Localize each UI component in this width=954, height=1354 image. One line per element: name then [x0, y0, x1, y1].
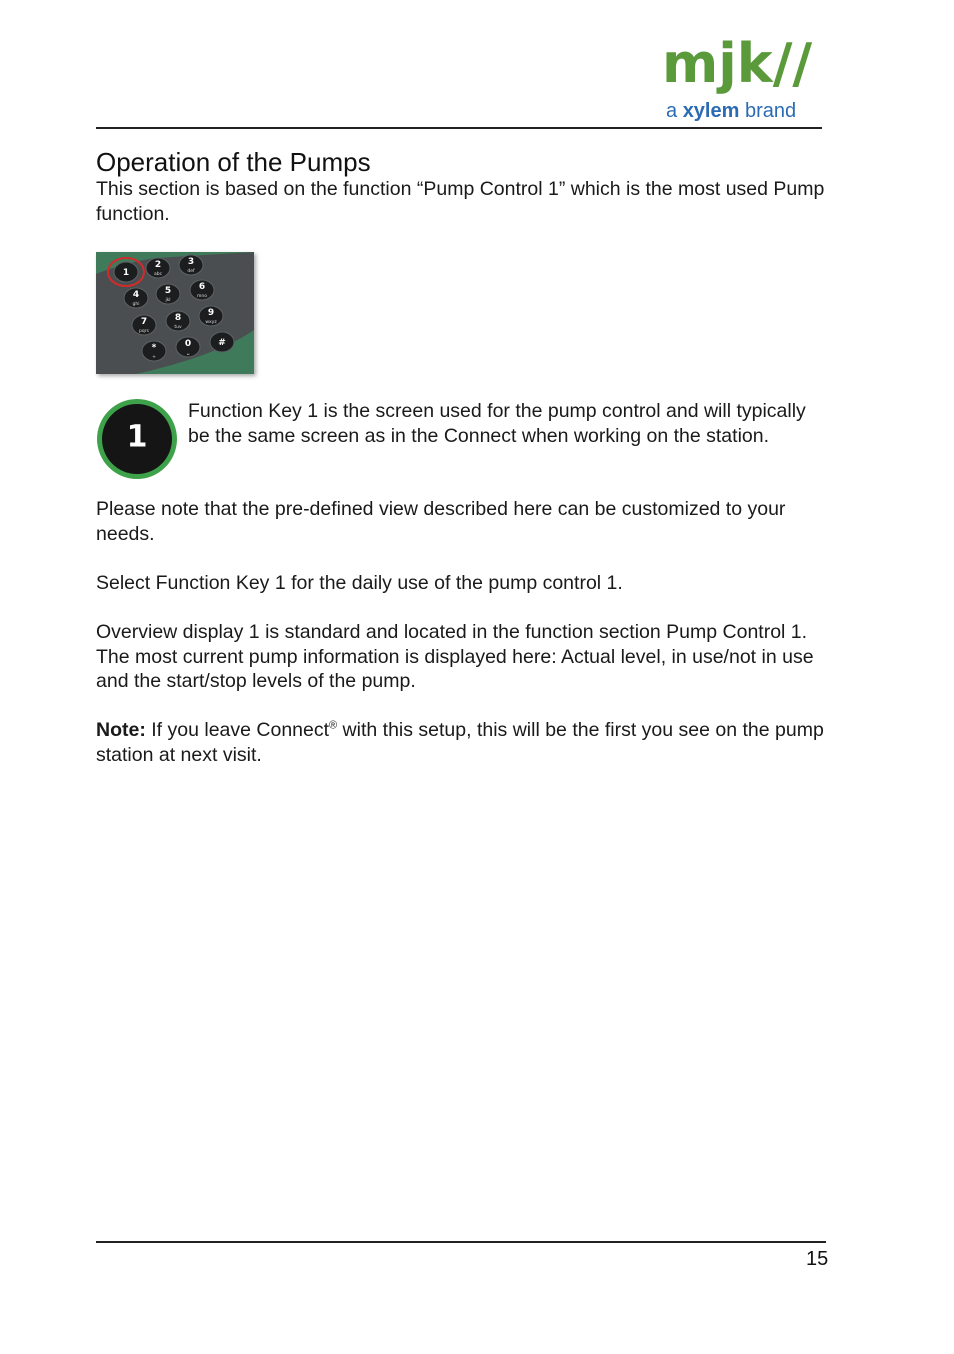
key-digit: 1: [122, 268, 130, 278]
tagline-suffix: brand: [739, 100, 797, 122]
keypad-key-star: [142, 341, 166, 361]
badge-label: 1: [126, 419, 148, 455]
keypad-key-2: [146, 258, 170, 278]
key-letters: def: [187, 269, 195, 274]
overview-paragraph: Overview display 1 is standard and located in the function section Pump Control 1. The most current pump information is displayed here: Actual level, in use/not in use and the start/stop levels of the pump.: [96, 621, 814, 693]
keypad-key-7: [132, 315, 156, 335]
note-label: Note:: [96, 719, 146, 741]
footer-rule: [96, 1241, 826, 1243]
header-rule: [96, 127, 822, 129]
mjk-logo: [660, 36, 830, 128]
customize-paragraph: Please note that the pre-defined view described here can be customized to your needs.: [96, 498, 786, 545]
keypad-key-9: [199, 306, 223, 326]
keypad-key-5: [156, 284, 180, 304]
key-digit: 9: [207, 308, 215, 318]
keypad-key-hash: [210, 332, 234, 352]
key-letters: ghi: [132, 302, 140, 307]
key-digit: 8: [174, 313, 182, 323]
keypad-illustration: [96, 252, 254, 374]
key-digit: 0: [184, 339, 192, 349]
keypad-key-3: [179, 255, 203, 275]
keypad-key-8: [166, 311, 190, 331]
keypad-key-4: [124, 288, 148, 308]
page-title: Operation of the Pumps: [96, 147, 371, 177]
keypad-key-6: [190, 280, 214, 300]
mjk-logo-mark: [660, 36, 830, 100]
key-digit: *: [151, 343, 157, 353]
function-key-description: Function Key 1 is the screen used for the pump control and will typically be the same screen as in the Connect when working on the station.: [188, 400, 806, 447]
logo-wordmark: mjk//: [662, 36, 813, 95]
registered-mark: ®: [329, 719, 338, 732]
key-letters: ␣: [186, 351, 190, 356]
note-paragraph: [96, 718, 826, 767]
function-key-1-icon: [96, 398, 178, 480]
key-digit: 6: [198, 282, 206, 292]
key-digit: #: [218, 338, 226, 348]
key-digit: 2: [154, 260, 162, 270]
keypad-key-1: [114, 262, 138, 282]
note-text-after: with this setup, this will be the first you see on the pump station at next visit.: [96, 719, 824, 766]
key-letters: wxyz: [205, 320, 217, 325]
logo-tagline: [666, 100, 796, 123]
key-letters: pqrs: [139, 329, 149, 334]
note-text-before: If you leave Connect: [145, 719, 330, 741]
tagline-prefix: a: [666, 100, 683, 122]
keypad-key-0: [176, 337, 200, 357]
tagline-brand: xylem: [682, 100, 740, 122]
intro-paragraph: This section is based on the function “Pump Control 1” which is the most used Pump function.: [96, 178, 825, 225]
key-letters: abc: [153, 272, 163, 277]
key-letters: mno: [197, 294, 207, 299]
key-letters: jkl: [165, 298, 171, 303]
page-number: 15: [806, 1248, 829, 1270]
key-digit: 3: [187, 257, 195, 267]
key-digit: 5: [164, 286, 172, 296]
key-digit: 4: [132, 290, 140, 300]
select-paragraph: Select Function Key 1 for the daily use of the pump control 1.: [96, 572, 623, 594]
key-letters: +: [152, 355, 156, 360]
keypad-image: [96, 252, 254, 374]
key-letters: tuv: [174, 325, 182, 330]
key-digit: 7: [140, 317, 148, 327]
